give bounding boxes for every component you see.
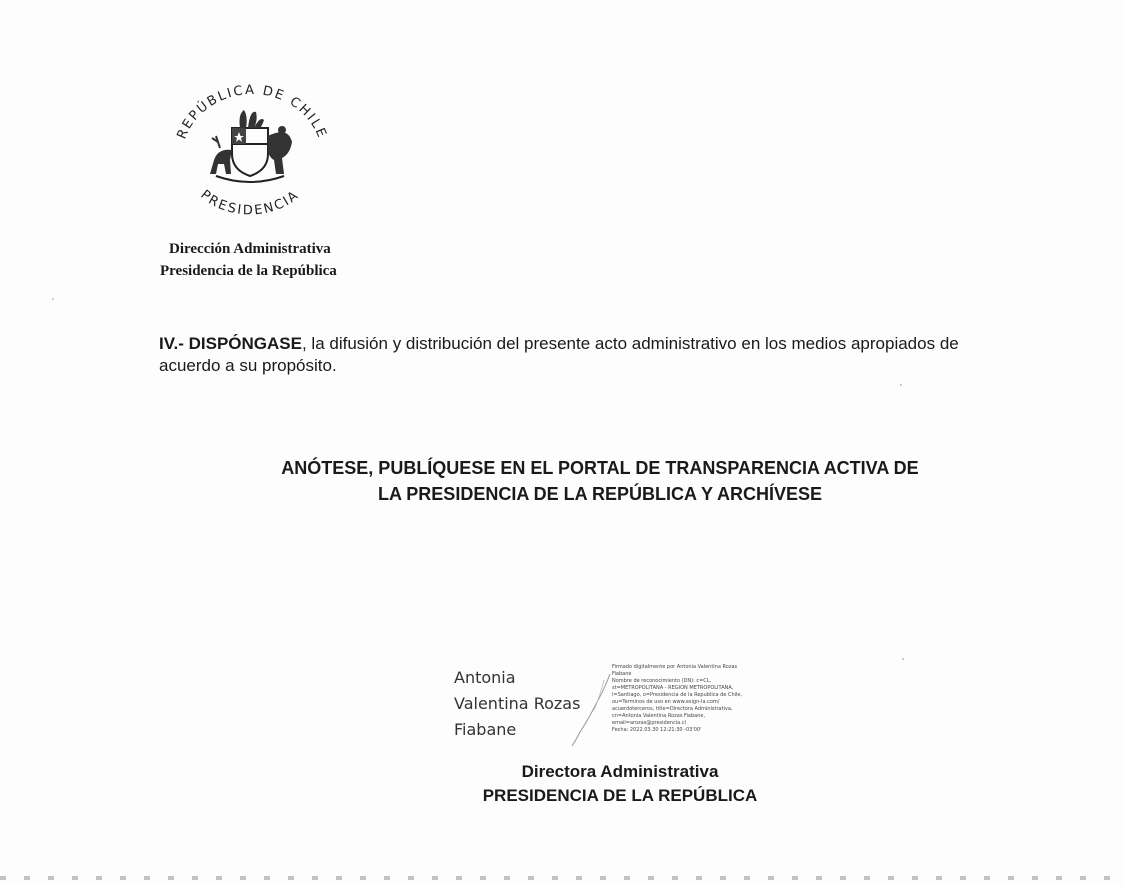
digital-signature-line: Fecha: 2022.03.30 12:21:30 -03'00' bbox=[612, 727, 702, 733]
signer-name-line-1: Antonia bbox=[454, 668, 516, 687]
digital-signature-block bbox=[612, 664, 762, 734]
seal-top-text: REPÚBLICA DE CHILE bbox=[174, 82, 330, 142]
seal-bottom-text: PRESIDENCIA bbox=[197, 187, 303, 219]
signer-name-line-2: Valentina Rozas bbox=[454, 694, 581, 713]
presidency-seal bbox=[160, 70, 340, 230]
digital-signature-line: acuerdoterceros, title=Directora Administrativa, bbox=[612, 706, 733, 712]
scan-speck bbox=[52, 298, 54, 300]
digital-signature-line: ou=Terminos de uso en www.esign-la.com/ bbox=[612, 699, 720, 705]
svg-text:REPÚBLICA DE CHILE bbox=[175, 83, 330, 141]
issuer-block bbox=[160, 238, 337, 282]
issuer-institution: Presidencia de la República bbox=[160, 263, 337, 279]
coat-of-arms-icon bbox=[160, 70, 340, 230]
closing-line-2: LA PRESIDENCIA DE LA REPÚBLICA Y ARCHÍVESE bbox=[377, 484, 823, 504]
resolution-article-iv bbox=[159, 333, 979, 377]
article-body: , la difusión y distribución del presente acto administrativo en los medios apropiados de acuerdo a su propósito. bbox=[159, 334, 959, 375]
signer-position: Directora Administrativa bbox=[521, 762, 719, 781]
digital-signature-line: Firmado digitalmente por Antonia Valentina Rozas bbox=[612, 664, 738, 670]
digital-signature-line: Nombre de reconocimiento (DN): c=CL, bbox=[612, 678, 712, 684]
digital-signature-line: st=METROPOLITANA - REGION METROPOLITANA, bbox=[612, 685, 734, 691]
digital-signature-line: email=arozas@presidencia.cl bbox=[612, 720, 686, 726]
svg-text:PRESIDENCIA bbox=[197, 187, 302, 218]
digital-signature-line: Fiabane bbox=[612, 671, 632, 677]
signature-flourish bbox=[560, 670, 620, 750]
signer-institution: PRESIDENCIA DE LA REPÚBLICA bbox=[482, 786, 758, 805]
issuer-department: Dirección Administrativa bbox=[169, 241, 331, 257]
scan-edge-marks bbox=[0, 876, 1124, 880]
signer-name-line-3: Fiabane bbox=[454, 720, 517, 739]
scan-speck bbox=[900, 384, 902, 386]
closing-formula bbox=[200, 455, 1000, 507]
closing-line-1: ANÓTESE, PUBLÍQUESE EN EL PORTAL DE TRANSPARENCIA ACTIVA DE bbox=[281, 458, 919, 478]
signature-title bbox=[440, 760, 800, 808]
article-lead: IV.- DISPÓNGASE bbox=[159, 334, 302, 353]
digital-signature-line: l=Santiago, o=Presidencia de la Republica de Chile, bbox=[612, 692, 743, 698]
scan-speck bbox=[902, 658, 904, 660]
digital-signature-line: cn=Antonia Valentina Rozas Fiabane, bbox=[612, 713, 706, 719]
